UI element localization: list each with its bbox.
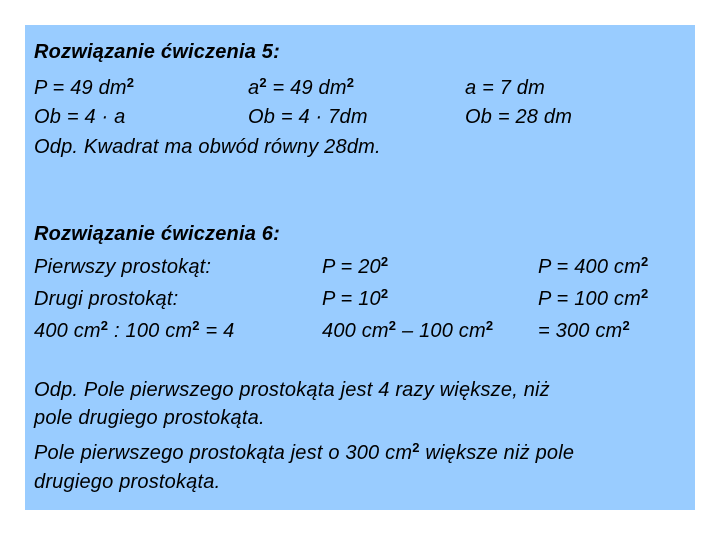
ex6-answer-line2: pole drugiego prostokąta. [34,407,265,429]
ex6-heading: Rozwiązanie ćwiczenia 6: [34,223,280,245]
ex6-answer-line1: Odp. Pole pierwszego prostokąta jest 4 razy większe, niż [34,379,550,401]
ex6-answer-line3: Pole pierwszego prostokąta jest o 300 $cm^2$ większe niż pole [34,440,575,464]
ex6-ratio: 400 $cm^2$ : 100 $cm^2 = 4$ [34,318,235,342]
ex5-area-given: P = 49 $dm^2$ [34,75,135,99]
ex5-answer: Odp. Kwadrat ma obwód równy 28dm. [34,136,381,158]
ex5-perimeter-result: Ob = 28 dm [465,106,573,128]
ex5-heading: Rozwiązanie ćwiczenia 5: [34,41,280,63]
ex6-rect2-label: Drugi prostokąt: [34,288,179,310]
ex6-answer-line4: drugiego prostokąta. [34,471,221,493]
ex5-perimeter-formula: Ob = 4 · a [34,106,126,128]
ex6-rect2-result: P = 100 $cm^2$ [538,286,649,310]
ex5-area-equation: $a^2 = 49$ $dm^2$ [248,75,355,99]
ex6-difference-result: = 300 $cm^2$ [538,318,630,342]
ex6-rect1-label: Pierwszy prostokąt: [34,256,212,278]
ex5-perimeter-substitution: Ob = 4 · 7dm [248,106,368,128]
ex6-rect1-calc: $P = 20^2$ [322,254,389,278]
ex6-rect2-calc: $P = 10^2$ [322,286,389,310]
ex5-side-result: a = 7 dm [465,77,545,99]
ex6-difference: 400 $cm^2 - 100$ $cm^2$ [322,318,494,342]
ex6-rect1-result: P = 400 $cm^2$ [538,254,649,278]
